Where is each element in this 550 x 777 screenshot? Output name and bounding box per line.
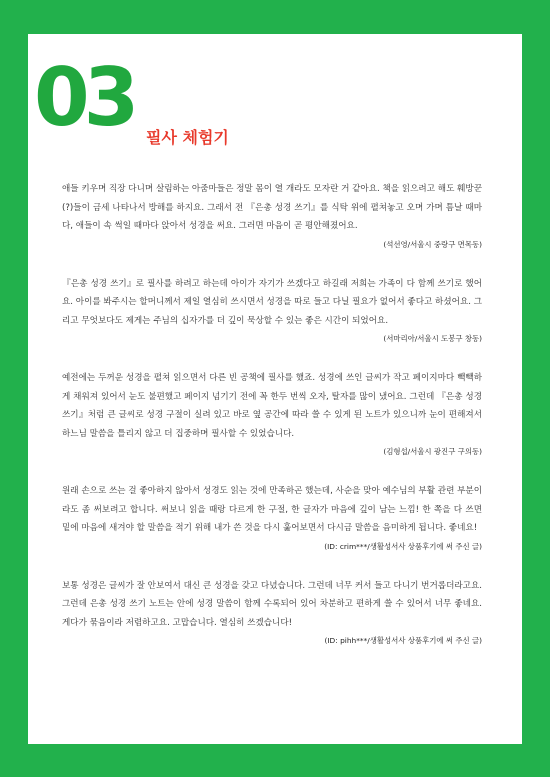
section-title: 필사 체험기 <box>146 128 229 147</box>
testimonial-text: 보통 성경은 글씨가 잘 안보여서 대신 큰 성경을 갖고 다녔습니다. 그런데 너무 커서 들고 다니기 번거롭더라고요. 그런데 은총 성경 쓰기 노트는 안에 성경 말씀이 함께 수록되어 있어 차분하고 편하게 쓸 수 있어서 너무 좋네요. 게다가 묶음이라 저렴하고요. 고맙습니다. 열심히 쓰겠습니다! <box>62 580 483 628</box>
testimonial-author: (김형섭/서울시 광진구 구의동) <box>383 447 482 456</box>
testimonial-author: (서마리아/서울시 도봉구 창동) <box>383 334 482 343</box>
testimonial-author: (ID: pihh***/생활성서사 상품후기에 써 주신 글) <box>324 636 482 645</box>
testimonial-author: (ID: crim***/생활성서사 상품후기에 써 주신 글) <box>324 541 482 551</box>
testimonial <box>62 180 482 251</box>
testimonial <box>62 482 482 553</box>
testimonial-text: 예전에는 두꺼운 성경을 펼쳐 읽으면서 다른 빈 공책에 필사를 했죠. 성경에 쓰인 글씨가 작고 페이지마다 빽빽하게 채워져 있어서 눈도 불편했고 페이지 넘기기 전에 꼭 한두 번씩 오자, 탈자를 많이 냈어요. 그런데 『은총 성경 쓰기』처럼 큰 글씨로 성경 구절이 실려 있고 바로 옆 공간에 따라 쓸 수 있게 된 노트가 있으니까 눈이 편해져서 하느님 말씀을 틀리지 않고 더 집중하며 필사할 수 있었습니다. <box>62 373 482 439</box>
testimonial <box>62 369 482 458</box>
testimonial <box>62 275 482 346</box>
testimonial-text: 원래 손으로 쓰는 걸 좋아하지 않아서 성경도 읽는 것에 만족하곤 했는데, 사순을 맞아 예수님의 부활 관련 부분이라도 좀 써보려고 합니다. 써보니 읽을 때랑 다르게 한 구절, 한 글자가 마음에 깊이 남는 느낌! 한 쪽을 다 쓰면 밑에 마음에 새겨야 할 말씀을 적기 위해 내가 쓴 것을 다시 훑어보면서 다시금 말씀을 음미하게 됩니다. 좋네요! <box>62 486 483 533</box>
testimonial-author: (석선영/서울시 중랑구 면목동) <box>383 239 482 249</box>
testimonial-text: 『은총 성경 쓰기』로 필사를 하려고 하는데 아이가 자기가 쓰겠다고 하길래 저희는 가족이 다 함께 쓰기로 했어요. 아이를 봐주시는 할머니께서 제일 열심히 쓰시면서 성경을 따로 들고 다닐 필요가 없어서 좋다고 하셨어요. 그리고 무엇보다도 제게는 주님의 십자가를 더 깊이 묵상할 수 있는 좋은 시간이 되었어요. <box>62 278 483 326</box>
testimonial <box>62 577 482 648</box>
section-number: 03 <box>34 51 134 144</box>
page-inner <box>28 34 522 744</box>
testimonials <box>62 180 482 647</box>
testimonial-text: 애들 키우며 직장 다니며 살림하는 아줌마들은 정말 몸이 열 개라도 모자란 거 같아요. 책을 읽으려고 해도 훼방꾼(?)들이 금세 나타나서 방해를 하지요. 그래서 전 『은총 성경 쓰기』를 식탁 위에 펼쳐놓고 오며 가며 틈날 때마다, 애들이 속 썩일 때마다 앉아서 성경을 써요. 그러면 마음이 곧 평안해졌어요. <box>62 184 483 231</box>
